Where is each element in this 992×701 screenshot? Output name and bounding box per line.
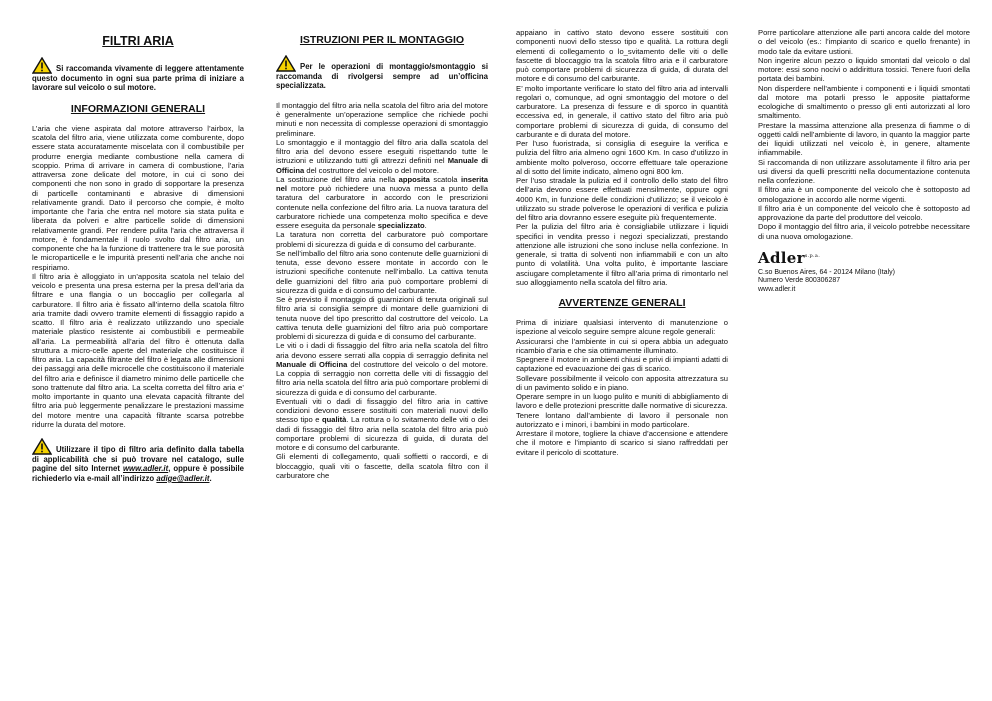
paragraph: appaiano in cattivo stato devono essere sostituiti con componenti nuovi dello stesso tipo e qualità. La rottura degli elementi di collegamento o lo_svitamento delle viti o delle fascette di bloccaggio tra la scatola filtro aria e il carburatore può comportare problemi di sicurezza di guida, di durata del motore e di consumo del carburante. [516, 28, 728, 84]
main-title: FILTRI ARIA [102, 34, 174, 48]
warning-triangle-icon [276, 55, 296, 72]
paragraph: Il montaggio del filtro aria nella scatola del filtro aria del motore è generalmente un’operazione semplice che richiede pochi minuti e non necessita di complesse operazioni di smontaggio preliminare. [276, 100, 488, 138]
paragraph: Per l’uso fuoristrada, si consiglia di eseguire la verifica e pulizia del filtro aria almeno ogni 1600 Km. In caso d’utilizzo in ambiente molto polveroso, occorre effettuare tale operazione al di sotto del limite indicato, almeno ogni 800 km. [516, 139, 728, 176]
paragraph: Per l’uso stradale la pulizia ed il controllo dello stato del filtro dell’aria devono essere effettuati mensilmente, oppure ogni 4000 Km, in funzione delle condizioni d’utilizzo; se il veicolo è utilizzato su strade polverose le operazioni di verifica e pulizia del filtro aria dovranno essere eseguite più frequentemente. [516, 176, 728, 222]
section-title-general-warnings: AVVERTENZE GENERALI [558, 297, 686, 309]
column-3 [516, 28, 728, 457]
section-title-assembly: ISTRUZIONI PER IL MONTAGGIO [299, 34, 465, 46]
paragraph: Assicurarsi che l’ambiente in cui si opera abbia un adeguato ricambio d’aria e che sia ottimamente illuminato. [516, 336, 728, 355]
paragraph: Lo smontaggio e il montaggio del filtro aria dalla scatola del filtro aria del devono essere eseguiti rispettando tutte le istruzioni e utilizzando tutti gli attrezzi definiti nel Manuale di Officina del costruttore del veicolo o del motore. [276, 137, 488, 175]
column-1 [32, 34, 244, 493]
paragraph: Se è previsto il montaggio di guarnizioni di tenuta originali sul filtro aria si consiglia sempre di montare delle guarnizioni di tenuta nuove del tipo prescritto dal costruttore del veicolo. La cattiva tenuta delle guarnizioni del filtro aria può comportare problemi di sicurezza di guida e di consumo del carburante. [276, 295, 488, 342]
website-link[interactable]: www.adler.it [122, 464, 169, 474]
warning-workshop: Per le operazioni di montaggio/smontaggio si raccomanda di rivolgersi sempre ad un’officina specializzata. [276, 55, 488, 91]
paragraph: Non disperdere nell’ambiente i componenti e i liquidi smontati dal motore ma potarli presso le apposite piattaforme ecologiche di smaltimento o presso gli enti autorizzati al loro smaltimento. [758, 83, 970, 121]
paragraph: Eventuali viti o dadi di fissaggio del filtro aria in cattive condizioni devono essere sostituiti con materiali nuovi dello stesso tipo e qualità. La rottura o lo svitamento delle viti o dei dadi di fissaggio del filtro aria nella scatola del filtro aria può comportare problemi di sicurezza di guida, di durata del motore e di consumo del carburante. [276, 396, 488, 453]
paragraph: Il filtro aria è un componente del veicolo che è sottoposto ad omologazione in accordo alle norme vigenti. [758, 185, 970, 204]
paragraph: La sostituzione del filtro aria nella apposita scatola inserita nel motore può richiedere una nuova messa a punto della taratura del carburatore in accordo con le prescrizioni contenute nella confezione del filtro aria. La nuova taratura del carburatore richiede una competenza molto specifica e deve essere eseguita da personale specializzato. [276, 174, 488, 231]
paragraph: Si raccomanda di non utilizzare assolutamente il filtro aria per usi diversi da quelli prescritti nella documentazione contenuta nella confezione. [758, 157, 970, 185]
company-address: C.so Buenos Aires, 64 - 20124 Milano (Italy) Numero Verde 800306287 www.adler.it [758, 269, 970, 295]
warning-triangle-icon [32, 438, 52, 455]
paragraph: E’ molto importante verificare lo stato del filtro aria ad intervalli regolari o, comunque, ad ogni smontaggio del motore o del carburatore. La presenza di fessure e di sporco in quantità eccessiva ed, in generale, il cattivo stato del filtro aria può comportare problemi di sicurezza di guida, di consumo del carburante e di durata del motore. [516, 83, 728, 139]
paragraph: Prima di iniziare qualsiasi intervento di manutenzione o ispezione al veicolo seguire sempre alcune regole generali: [516, 318, 728, 337]
column-2 [276, 34, 488, 480]
paragraph: Dopo il montaggio del filtro aria, il veicolo potrebbe necessitare di una nuova omologazione. [758, 222, 970, 241]
section-title-general-info: INFORMAZIONI GENERALI [70, 102, 206, 115]
paragraph: Il filtro aria è alloggiato in un’apposita scatola nel telaio del veicolo e presenta una presa esterna per la presa dell’aria da filtrare e una flangia o un boccaglio per collegarla al carburatore. Il filtro aria è fissato all’interno della scatola filtro aria tramite dadi ovvero tramite elementi di fissaggio rapido a scatto. Il filtro aria è realizzato utilizzando uno speciale materiale plastico resistente ai combustibili e permeabile all’aria. La permeabilità all’aria del filtro è ottenuta dalla struttura a micro-celle aperte del materiale che costituisce il filtro aria. La capacità filtrante del filtro è legata alle dimensioni dei passaggi aria delle microcelle che costituiscono il materiale del filtro aria e definisce il diametro minimo delle particelle che sono trattenute dal filtro aria. La scelta corretta del filtro aria e’ molto importante in quanto una elevata capacità filtrante del filtro aria può leggermente penalizzare le prestazioni massime del motore mentre una capacità filtrante scarsa potrebbe ridurre la durata del motore. [32, 271, 244, 429]
paragraph: Operare sempre in un luogo pulito e muniti di abbigliamento di lavoro e delle protezioni prescritte dalle normative di sicurezza. [516, 392, 728, 411]
paragraph: Tenere lontano dall’ambiente di lavoro il personale non autorizzato e i minori, i bambini in modo particolare. [516, 410, 728, 429]
paragraph: Gli elementi di collegamento, quali soffietti o raccordi, e di bloccaggio, quali viti o fascette, della scatola filtro con il carburatore che [276, 452, 488, 480]
email-link[interactable]: adige@adler.it [156, 473, 210, 483]
paragraph: L’aria che viene aspirata dal motore attraverso l’airbox, la scatola del filtro aria, viene utilizzata come comburente, dopo essere stata accuratamente miscelata con il combustibile per produrre energia mediante combustione nella camera di scoppio. Prima di arrivare in camera di combustione, l’aria attraversa zone delicate del motore, in cui ci sono dei componenti che non sono in grado di sopportare la presenza di particelle contaminanti e abrasive di dimensioni relativamente grandi. Dato il percorso che compie, è molto importante che l’aria che entra nel motore sia stata pulita e liberata da polveri e altre particelle solide di dimensioni relativamente grandi. Per rendere pulita l’aria che attraversa il motore, è fondamentale il ruolo svolto dal filtro aria, un componente che ha la funzione di trattenere tra le sue porosità le microparticelle e le impurità presenti nell’aria che anche noi respiriamo. [32, 123, 244, 272]
warning-filter-type: Utilizzare il tipo di filtro aria definito dalla tabella di applicabilità che si può trovare nel catalogo, sulle pagine del sito Internet www.adler.it, oppure è possibile richiederlo via e-mail all’indirizzo adige@adler.it. [32, 438, 244, 483]
paragraph: Prestare la massima attenzione alla presenza di fiamme o di oggetti caldi nell’ambiente di lavoro, in quanto la maggior parte dei liquidi utilizzati nel veicolo è, in genere, altamente infiammabile. [758, 120, 970, 158]
warning-triangle-icon [32, 57, 52, 74]
paragraph: Il filtro aria è un componente del veicolo che è sottoposto ad approvazione da parte del produttore del veicolo. [758, 203, 970, 222]
paragraph: Porre particolare attenzione alle parti ancora calde del motore o del veicolo (es.: l’impianto di scarico e quello frenante) in modo tale da evitare ustioni. [758, 28, 970, 56]
paragraph: Arrestare il motore, togliere la chiave d’accensione e attendere che il motore e l’impianto di scarico si siano raffreddati per evitare il pericolo di scottature. [516, 429, 728, 457]
warning-read-document: Si raccomanda vivamente di leggere attentamente questo documento in ogni sua parte prima di iniziare a lavorare sul veicolo o sul motore. [32, 57, 244, 93]
paragraph: Se nell’imballo del filtro aria sono contenute delle guarnizioni di tenuta, esse devono essere montate in accordo con le istruzioni specifiche contenute nell’imballo. La cattiva tenuta delle guarnizioni del filtro aria può comportare problemi di sicurezza di guida e di consumo del carburante. [276, 248, 488, 295]
column-4 [758, 28, 970, 295]
paragraph: Le viti o i dadi di fissaggio del filtro aria nella scatola del filtro aria devono essere serrati alla coppia di serraggio definita nel Manuale di Officina del costruttore del veicolo o del motore. La coppia di serraggio non corretta delle viti di fissaggio del filtro aria nella scatola del filtro aria può comportare problemi di sicurezza di guida e di consumo del carburante. [276, 341, 488, 397]
adler-logo: Adler$^{s.p.a.}$ [758, 248, 821, 267]
paragraph: La taratura non corretta del carburatore può comportare problemi di sicurezza di guida e di consumo del carburante. [276, 230, 488, 249]
company-website-link[interactable]: www.adler.it [758, 285, 796, 293]
paragraph: Per la pulizia del filtro aria è consigliabile utilizzare i liquidi specifici in vendita presso i negozi specializzati, prestando attenzione alle istruzioni che sono incluse nella confezione. In generale, si tratta di solventi non infiammabili e con un alto punto di volatilità. Una volta pulito, è importante lasciare asciugare completamente il filtro all’aria prima di rimontarlo nel suo alloggiamento nella scatola del filtro aria. [516, 222, 728, 287]
paragraph: Spegnere il motore in ambienti chiusi e privi di impianti adatti di captazione ed evacuazione dei gas di scarico. [516, 355, 728, 374]
paragraph: Sollevare possibilmente il veicolo con apposita attrezzatura su di un pavimento solido e in piano. [516, 373, 728, 392]
paragraph: Non ingerire alcun pezzo o liquido smontati dal veicolo o dal motore: essi sono nocivi o addirittura tossici. Tenere fuori della portata dei bambini. [758, 55, 970, 84]
